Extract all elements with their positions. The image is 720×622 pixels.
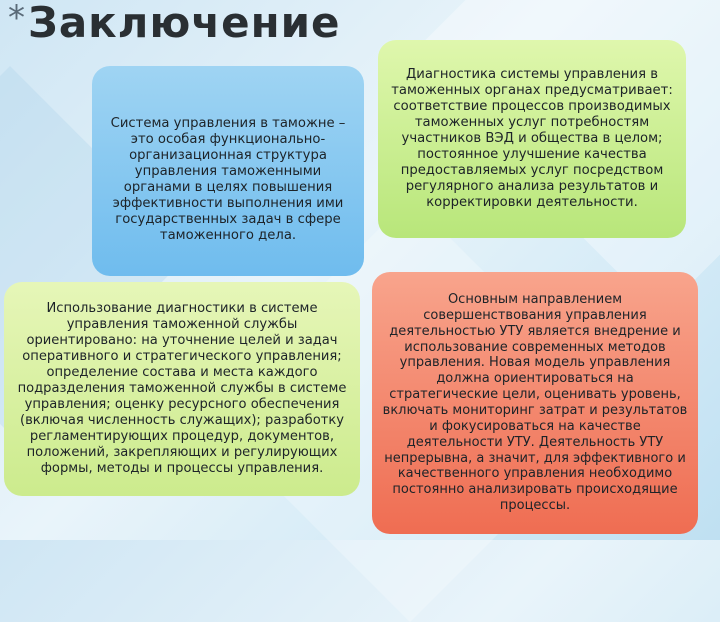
improvement-card: [372, 272, 698, 534]
slide-title-text: Заключение: [28, 0, 341, 47]
improvement-text: Основным направлением совершенствования управления деятельностью УТУ является внедрение и использование современных методов управления. Новая модель управления должна ориентироваться на стратегические цели, оценивать уровень, включать мониторинг затрат и результатов и фокусироваться на качестве деятельности УТУ. Деятельность УТУ непрерывна, а значит, для эффективного и качественного управления необходимо постоянно анализировать происходящие процессы.: [382, 291, 688, 514]
slide-title: [8, 0, 341, 47]
usage-text: Использование диагностики в системе управления таможенной службы ориентировано: на уточнение целей и задач оперативного и стратегического управления; определение состава и места каждого подразделения таможенной службы в системе управления; оценку ресурсного обеспечения (включая численность служащих); разработку регламентирующих процедур, документов, положений, закрепляющих и регулирующих формы, методы и процессы управления.: [17, 301, 347, 476]
diagnostics-card: [378, 40, 686, 238]
definition-text: Система управления в таможне – это особая функционально-организационная структура управления таможенными органами в целях повышения эффективности выполнения ими государственных задач в сфере таможенного дела.: [110, 115, 346, 244]
definition-card: [92, 66, 364, 276]
diagnostics-text: Диагностика системы управления в таможенных органах предусматривает: соответствие процессов производимых таможенных услуг потребностям участников ВЭД и общества в целом; постоянное улучшение качества предоставляемых услуг посредством регулярного анализа результатов и корректировки деятельности.: [391, 66, 673, 211]
usage-card: [4, 282, 360, 496]
asterisk-icon: *: [8, 0, 26, 38]
